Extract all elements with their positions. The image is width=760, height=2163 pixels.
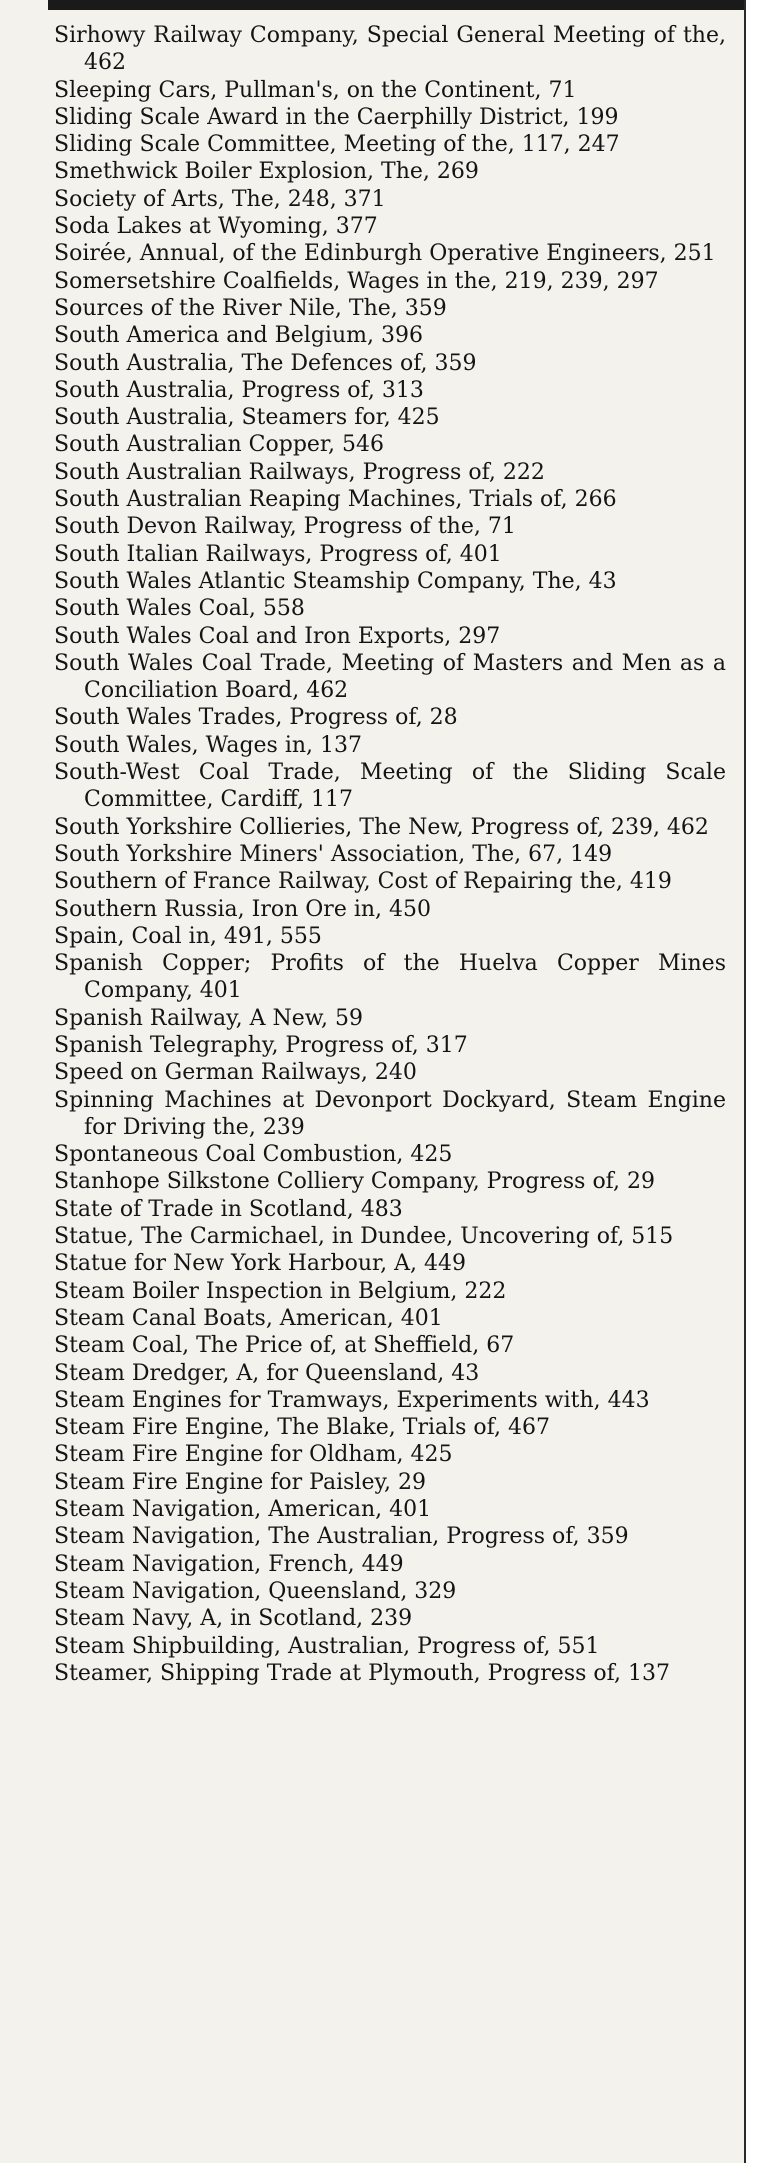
index-entry: Steam Navigation, Queensland, 329	[54, 1578, 457, 1604]
index-entry: Steam Shipbuilding, Australian, Progress of, 551	[54, 1633, 600, 1659]
index-entry: Soda Lakes at Wyoming, 377	[54, 214, 378, 240]
index-entry: Smethwick Boiler Explosion, The, 269	[54, 159, 479, 185]
index-entry: Spinning Machines at Devonport Dockyard, Steam Engine for Driving the, 239	[54, 1087, 726, 1140]
index-entry: Steam Engines for Tramways, Experiments with, 443	[54, 1387, 650, 1413]
index-entry: Steamer, Shipping Trade at Plymouth, Progress of, 137	[54, 1660, 670, 1686]
index-entry: Steam Navigation, American, 401	[54, 1497, 432, 1523]
index-entry: South Australia, Progress of, 313	[54, 377, 424, 403]
index-entry: Steam Fire Engine for Oldham, 425	[54, 1442, 453, 1468]
index-entry: Speed on German Railways, 240	[54, 1060, 417, 1086]
index-entry: Steam Dredger, A, for Queensland, 43	[54, 1360, 480, 1386]
index-entry: South Australian Reaping Machines, Trials of, 266	[54, 487, 617, 513]
index-entry: Sources of the River Nile, The, 359	[54, 295, 447, 321]
index-entry: South Wales Coal, 558	[54, 596, 305, 622]
index-entry: Southern Russia, Iron Ore in, 450	[54, 896, 432, 922]
index-entry: Stanhope Silkstone Colliery Company, Progress of, 29	[54, 1169, 656, 1195]
index-entry: Steam Navigation, French, 449	[54, 1551, 404, 1577]
index-entry: Spanish Railway, A New, 59	[54, 1005, 363, 1031]
index-entry: South Wales Coal Trade, Meeting of Masters and Men as a Conciliation Board, 462	[54, 650, 726, 704]
index-entry: South Australia, Steamers for, 425	[54, 405, 440, 431]
index-entry: Statue, The Carmichael, in Dundee, Uncovering of, 515	[54, 1224, 674, 1250]
index-entry: South-West Coal Trade, Meeting of the Sliding Scale Committee, Cardiff, 117	[54, 760, 726, 813]
index-entry: South Australia, The Defences of, 359	[54, 350, 477, 376]
index-entry: South Yorkshire Collieries, The New, Progress of, 239, 462	[54, 814, 709, 840]
index-entry: Spontaneous Coal Combustion, 425	[54, 1142, 453, 1168]
index-entry: State of Trade in Scotland, 483	[54, 1196, 403, 1222]
index-entry: Steam Boiler Inspection in Belgium, 222	[54, 1278, 507, 1304]
index-entry: Steam Coal, The Price of, at Sheffield, 67	[54, 1333, 515, 1359]
right-margin	[744, 0, 760, 2163]
index-entry: South Australian Copper, 546	[54, 432, 384, 458]
index-entry: Sirhowy Railway Company, Special General Meeting of the, 462	[54, 23, 726, 76]
index-entry: Statue for New York Harbour, A, 449	[54, 1251, 467, 1277]
index-entry: Sliding Scale Committee, Meeting of the, 117, 247	[54, 132, 620, 158]
index-entry: Southern of France Railway, Cost of Repairing the, 419	[54, 869, 672, 895]
index-entry: South America and Belgium, 396	[54, 323, 423, 349]
index-entry: Steam Fire Engine for Paisley, 29	[54, 1469, 426, 1495]
index-entry: Steam Fire Engine, The Blake, Trials of, 467	[54, 1415, 551, 1441]
index-entry: Steam Navy, A, in Scotland, 239	[54, 1606, 413, 1632]
index-list	[54, 22, 726, 1687]
index-entry: South Devon Railway, Progress of the, 71	[54, 514, 516, 540]
index-entry: Society of Arts, The, 248, 371	[54, 186, 386, 212]
index-entry: Spanish Copper; Profits of the Huelva Copper Mines Company, 401	[54, 951, 726, 1004]
index-entry: South Wales Coal and Iron Exports, 297	[54, 623, 501, 649]
index-entry: South Wales, Wages in, 137	[54, 732, 363, 758]
index-entry: South Australian Railways, Progress of, 222	[54, 459, 545, 485]
column-rule	[744, 0, 746, 2163]
top-rule	[48, 0, 744, 10]
index-entry: Soirée, Annual, of the Edinburgh Operative Engineers, 251	[54, 241, 716, 267]
index-entry: South Wales Atlantic Steamship Company, The, 43	[54, 568, 617, 594]
index-entry: South Italian Railways, Progress of, 401	[54, 541, 502, 567]
index-entry: Steam Navigation, The Australian, Progress of, 359	[54, 1524, 629, 1550]
index-entry: Somersetshire Coalfields, Wages in the, 219, 239, 297	[54, 268, 659, 294]
index-entry: South Wales Trades, Progress of, 28	[54, 705, 458, 731]
index-entry: South Yorkshire Miners' Association, The, 67, 149	[54, 841, 613, 867]
index-entry: Spanish Telegraphy, Progress of, 317	[54, 1032, 468, 1058]
index-entry: Steam Canal Boats, American, 401	[54, 1305, 443, 1331]
index-entry: Spain, Coal in, 491, 555	[54, 923, 322, 949]
index-entry: Sliding Scale Award in the Caerphilly District, 199	[54, 104, 619, 130]
index-entry: Sleeping Cars, Pullman's, on the Continent, 71	[54, 77, 577, 103]
